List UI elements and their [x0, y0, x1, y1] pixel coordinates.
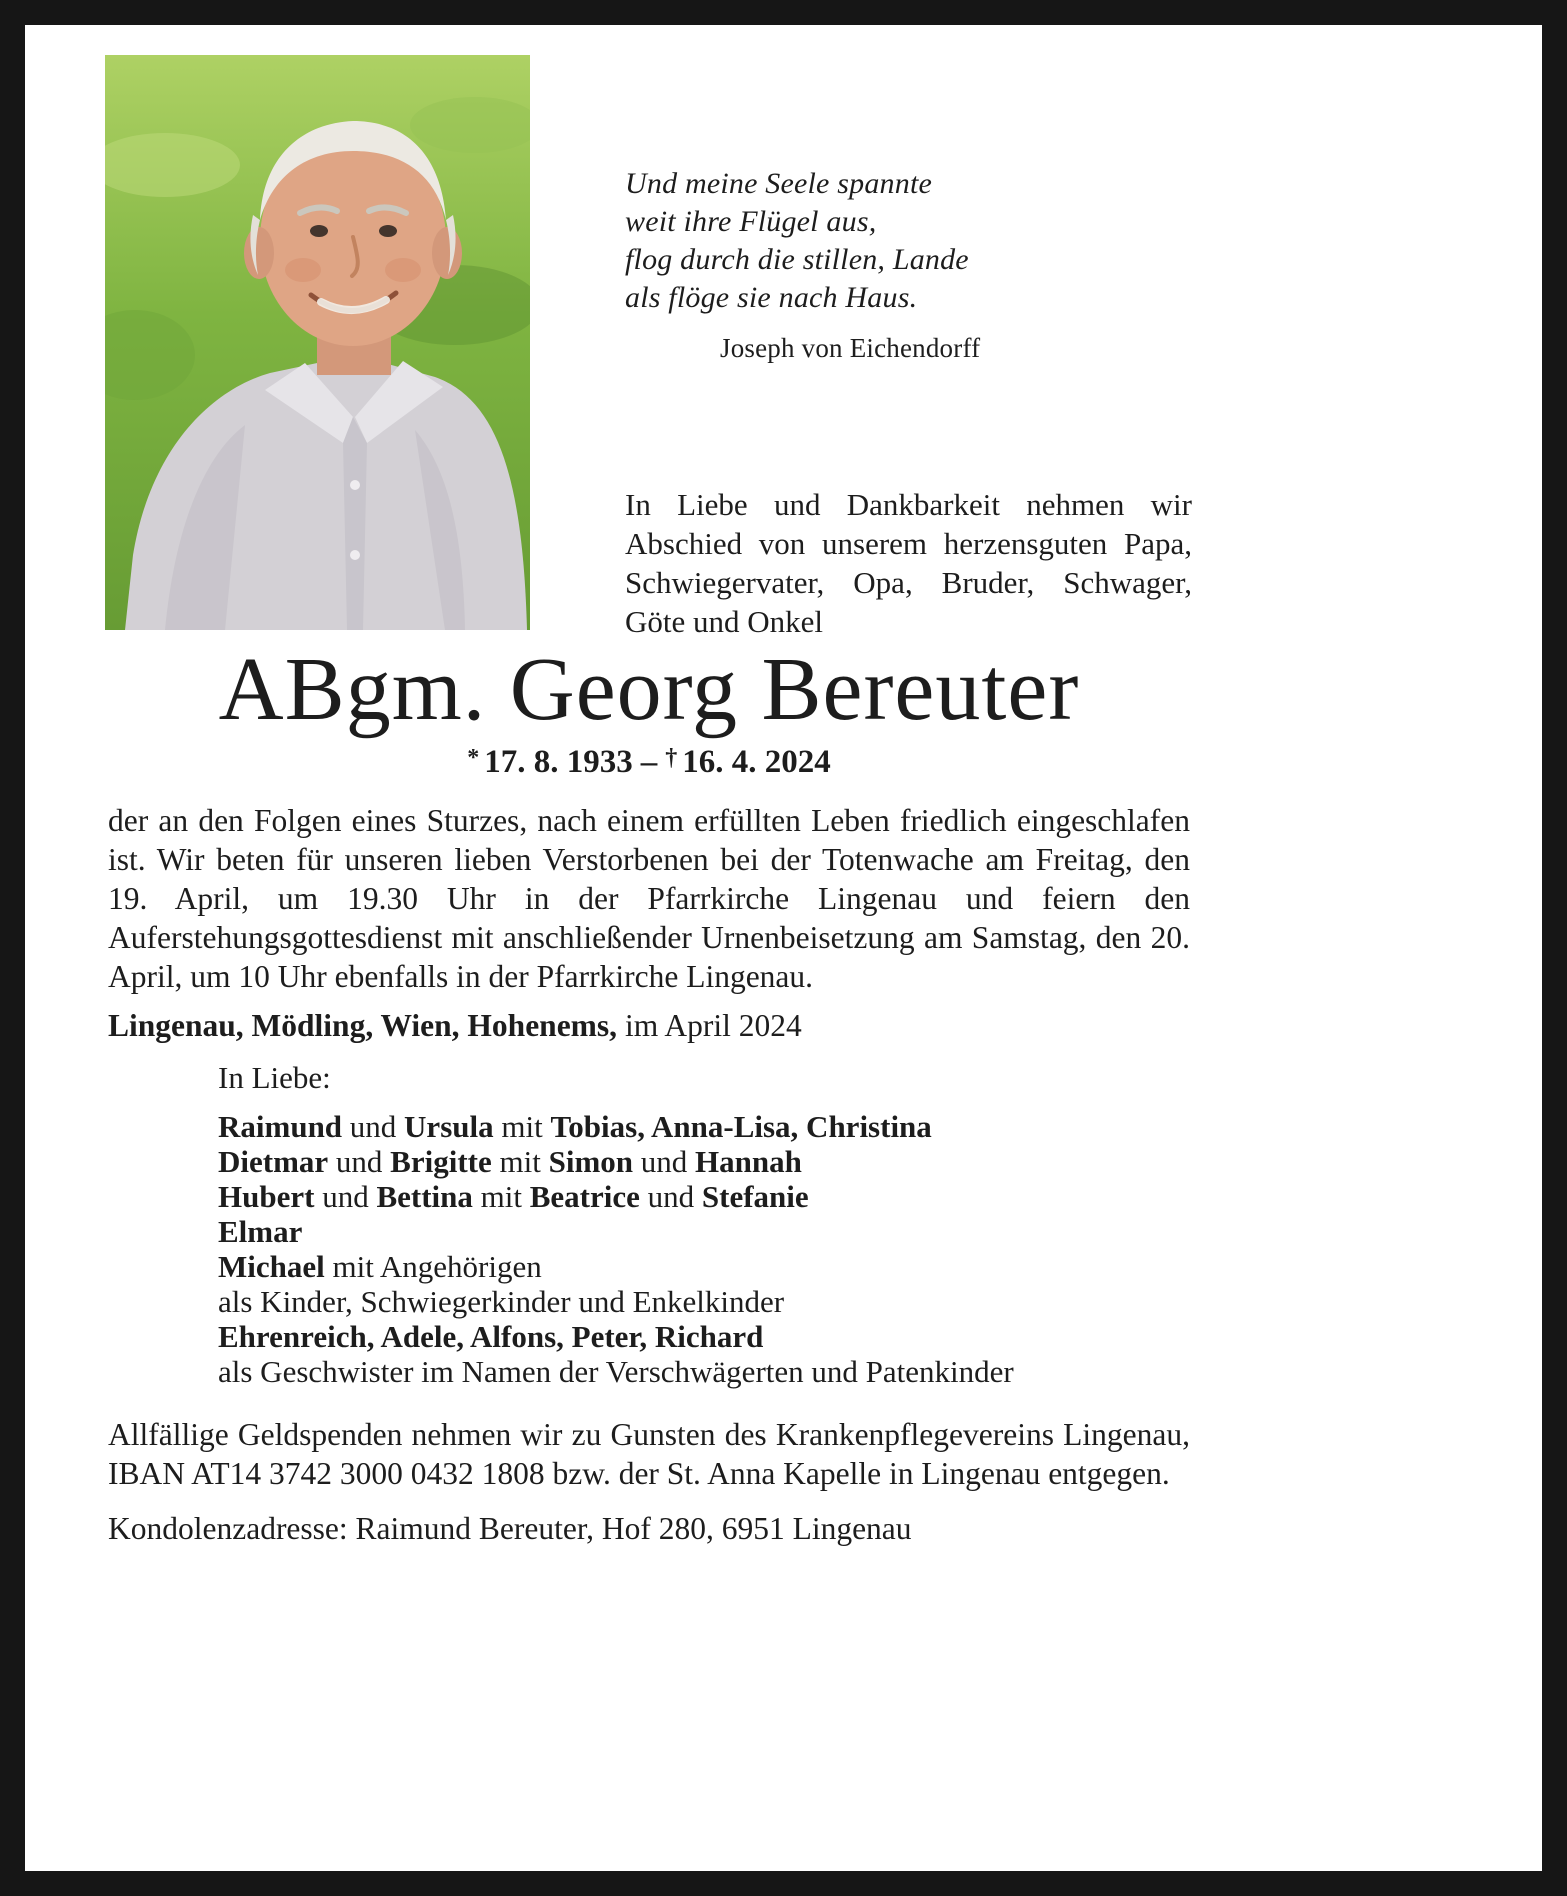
- family-line: [218, 1319, 1190, 1354]
- place-names: Lingenau, Mödling, Wien, Hohenems,: [108, 1007, 618, 1043]
- death-cross-symbol: †: [665, 744, 678, 771]
- family-line: [218, 1354, 1190, 1389]
- family-line: [218, 1179, 1190, 1214]
- birth-date: 17. 8. 1933: [484, 743, 633, 780]
- family-line: [218, 1249, 1190, 1284]
- family-name: Brigitte: [390, 1143, 492, 1179]
- month-year: im April 2024: [617, 1007, 802, 1043]
- dates-separator: –: [640, 743, 658, 780]
- poem-line: als flöge sie nach Haus.: [625, 281, 918, 314]
- family-text: mit: [472, 1178, 530, 1214]
- family-block: [218, 1060, 1190, 1389]
- family-name: Ehrenreich, Adele, Alfons, Peter, Richard: [218, 1318, 764, 1354]
- family-name: Hubert: [218, 1178, 315, 1214]
- poem-line: Und meine Seele spannte: [625, 167, 933, 200]
- intro-paragraph: In Liebe und Dankbarkeit nehmen wir Abschied von unserem herzensguten Papa, Schwiegervater, Opa, Bruder, Schwager, Göte und Onkel: [625, 487, 1192, 639]
- family-text: mit: [491, 1143, 549, 1179]
- donation-paragraph: Allfällige Geldspenden nehmen wir zu Gunsten des Krankenpflegevereins Lingenau, IBAN AT14 3742 3000 0432 1808 bzw. der St. Anna Kapelle in Lingenau entgegen.: [108, 1416, 1190, 1491]
- poem: [625, 165, 980, 367]
- life-dates: [108, 744, 1190, 781]
- family-name: Elmar: [218, 1213, 303, 1249]
- birth-star-symbol: *: [467, 744, 480, 771]
- family-text: und: [342, 1108, 405, 1144]
- condolence-address: Kondolenzadresse: Raimund Bereuter, Hof 280, 6951 Lingenau: [108, 1510, 912, 1546]
- deceased-name: ABgm. Georg Bereuter: [218, 640, 1080, 739]
- portrait-illustration: [105, 55, 530, 630]
- family-name: Stefanie: [701, 1178, 809, 1214]
- family-name: Hannah: [695, 1143, 802, 1179]
- family-text: mit Angehörigen: [324, 1248, 542, 1284]
- family-line: [218, 1214, 1190, 1249]
- family-line: [218, 1144, 1190, 1179]
- family-text: als Kinder, Schwiegerkinder und Enkelkinder: [218, 1283, 785, 1319]
- family-name: Dietmar: [218, 1143, 329, 1179]
- portrait-photo: [105, 55, 530, 630]
- family-text: und: [328, 1143, 391, 1179]
- family-name: Beatrice: [529, 1178, 640, 1214]
- family-text: mit: [493, 1108, 551, 1144]
- family-text: und: [633, 1143, 696, 1179]
- death-date: 16. 4. 2024: [682, 743, 831, 780]
- family-text: und: [639, 1178, 702, 1214]
- family-line: [218, 1109, 1190, 1144]
- obituary-page: [25, 25, 1542, 1871]
- poem-line: weit ihre Flügel aus,: [625, 205, 877, 238]
- family-name: Raimund: [218, 1108, 343, 1144]
- poem-line: flog durch die stillen, Lande: [625, 243, 969, 276]
- family-text: als Geschwister im Namen der Verschwägerten und Patenkinder: [218, 1353, 1014, 1389]
- family-line: [218, 1284, 1190, 1319]
- poem-author: Joseph von Eichendorff: [720, 333, 981, 363]
- family-name: Simon: [548, 1143, 634, 1179]
- family-lines: [218, 1109, 1190, 1389]
- family-name: Bettina: [376, 1178, 473, 1214]
- family-name: Ursula: [404, 1108, 494, 1144]
- family-name: Michael: [218, 1248, 325, 1284]
- family-name: Tobias, Anna-Lisa, Christina: [550, 1108, 932, 1144]
- announcement-paragraph: der an den Folgen eines Sturzes, nach einem erfüllten Leben friedlich eingeschlafen ist. Wir beten für unseren lieben Verstorbenen bei der Totenwache am Freitag, den 19. April, um 19.30 Uhr in der Pfarrkirche Lingenau und feiern den Auferstehungsgottesdienst mit anschließender Urnenbeisetzung am Samstag, den 20. April, um 10 Uhr ebenfalls in der Pfarrkirche Lingenau.: [108, 802, 1190, 994]
- place-date-line: [108, 1008, 1190, 1044]
- in-love-label: In Liebe:: [218, 1059, 331, 1095]
- family-text: und: [314, 1178, 377, 1214]
- main-text-column: [108, 640, 1190, 1547]
